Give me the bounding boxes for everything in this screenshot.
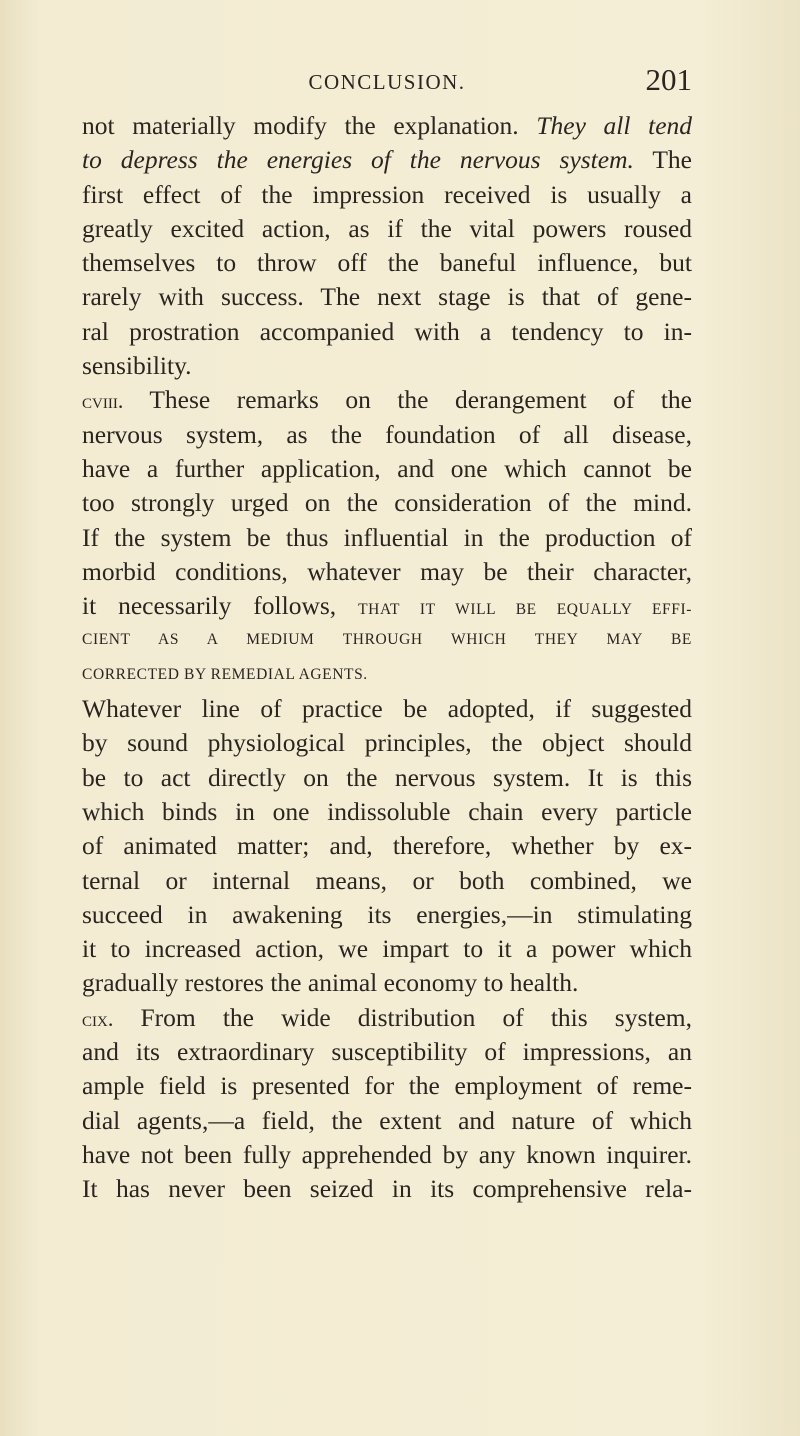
small-caps-phrase: THAT IT WILL BE EQUALLY EFFI- — [358, 601, 693, 619]
text-line-8: sensibility. — [82, 351, 192, 381]
page-number: 201 — [645, 62, 692, 97]
italic-phrase: They all tend — [536, 111, 693, 140]
text-line-13: If the system be thus influential in the production of — [82, 522, 692, 552]
section-number: cix. — [82, 1005, 114, 1031]
text-line-19: by sound physiological principles, the object should — [82, 728, 692, 758]
text-line-28: and its extraordinary susceptibility of impressions, an — [82, 1037, 692, 1067]
text-line-20: be to act directly on the nervous system. It is this — [82, 762, 692, 792]
text-line-23: ternal or internal means, or both combined, we — [82, 865, 692, 895]
running-title: CONCLUSION. — [308, 70, 466, 94]
text-line-25: it to increased action, we impart to it a power which — [82, 934, 692, 964]
text-line-12: too strongly urged on the consideration of the mind. — [82, 488, 692, 518]
text-line-22: of animated matter; and, therefore, whether by ex- — [82, 831, 692, 861]
text-line-14: morbid conditions, whatever may be their character, — [82, 556, 692, 586]
text-line-6: rarely with success. The next stage is that of gene- — [82, 282, 692, 312]
text-line-24: succeed in awakening its energies,—in stimulating — [82, 899, 692, 929]
text-line-27: cix. From the wide distribution of this system, — [82, 1002, 693, 1032]
text-line-11: have a further application, and one which cannot be — [82, 453, 692, 483]
text-line-3: first effect of the impression received is usually a — [82, 179, 692, 209]
text-line-18: Whatever line of practice be adopted, if suggested — [82, 694, 692, 724]
text-line-7: ral prostration accompanied with a tendency to in- — [82, 316, 692, 346]
text-line-32: It has never been seized in its comprehensive rela- — [82, 1174, 692, 1204]
text-line-10: nervous system, as the foundation of all disease, — [82, 419, 692, 449]
section-number: cviii. — [82, 388, 124, 414]
running-head — [82, 62, 692, 102]
text-line-1: not materially modify the explanation. They all tend — [82, 111, 693, 140]
text-line-30: dial agents,—a field, the extent and nature of which — [82, 1105, 692, 1135]
text-line-31: have not been fully apprehended by any known inquirer. — [82, 1139, 692, 1169]
text-line-21: which binds in one indissoluble chain every particle — [82, 796, 692, 826]
text-line-2: to depress the energies of the nervous system. The — [82, 145, 693, 175]
text-line-29: ample field is presented for the employment of reme- — [82, 1071, 692, 1101]
text-line-15: it necessarily follows, THAT IT WILL BE EQUALLY EFFI- — [82, 591, 693, 621]
text-line-4: greatly excited action, as if the vital powers roused — [82, 213, 692, 243]
text-line-5: themselves to throw off the baneful influence, but — [82, 248, 692, 278]
text-line-9: cviii. These remarks on the derangement of the — [82, 385, 692, 415]
body-text — [82, 109, 692, 1207]
text-line-16: CIENT AS A MEDIUM THROUGH WHICH THEY MAY BE — [82, 631, 692, 649]
text-line-26: gradually restores the animal economy to health. — [82, 968, 579, 998]
text-line-17: CORRECTED BY REMEDIAL AGENTS. — [82, 665, 368, 683]
